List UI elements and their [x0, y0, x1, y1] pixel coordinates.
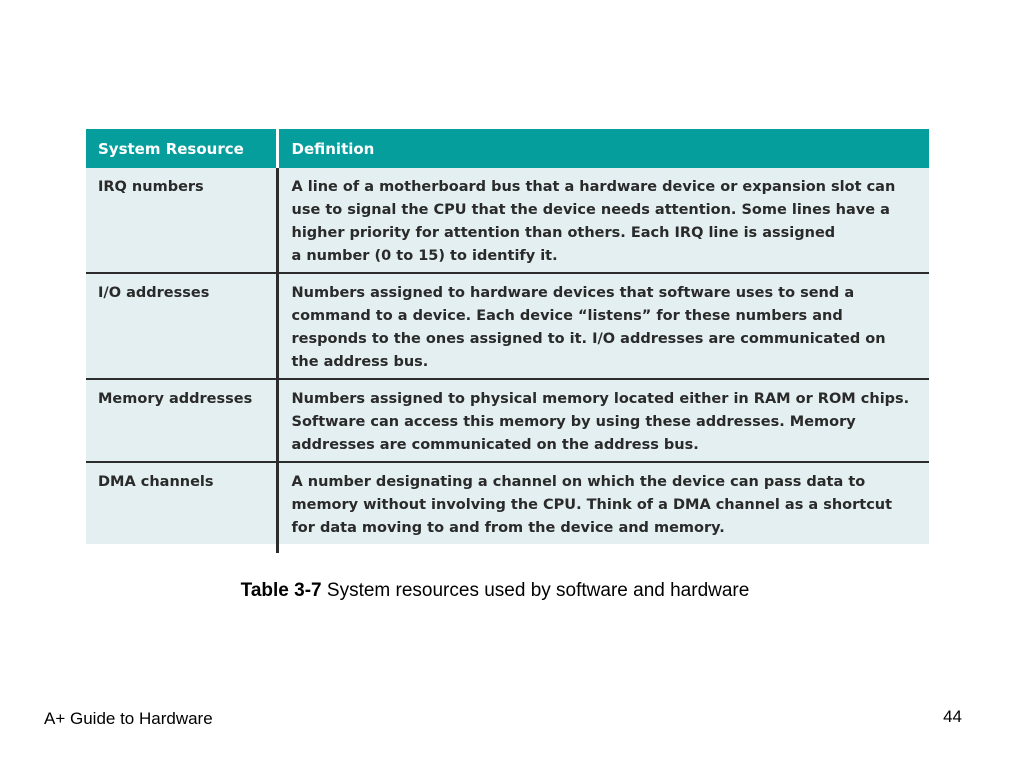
definition-line: a number (0 to 15) to identify it.: [291, 248, 558, 264]
footer-course-title: A+ Guide to Hardware: [44, 709, 213, 728]
definition-line: responds to the ones assigned to it. I/O addresses are communicated on: [291, 331, 886, 347]
definition-line: addresses are communicated on the address bus.: [291, 437, 699, 453]
definition-line: higher priority for attention than others. Each IRQ line is assigned: [291, 225, 836, 241]
definition-cell: [277, 379, 929, 462]
system-resources-table: [86, 129, 929, 553]
table-row: [86, 379, 929, 462]
resource-cell: I/O addresses: [86, 273, 277, 379]
caption-text: System resources used by software and hardware: [321, 580, 750, 601]
definition-line: memory without involving the CPU. Think of a DMA channel as a shortcut: [291, 497, 893, 513]
resource-cell: Memory addresses: [86, 379, 277, 462]
definition-line: command to a device. Each device “listens” for these numbers and: [291, 308, 843, 324]
footer-page-number: 44: [943, 707, 962, 726]
header-system-resource: System Resource: [86, 129, 277, 168]
resource-cell: IRQ numbers: [98, 179, 204, 195]
definition-line: the address bus.: [291, 354, 429, 370]
header-definition: Definition: [277, 129, 929, 168]
table-caption: [0, 580, 990, 602]
definition-line: use to signal the CPU that the device needs attention. Some lines have a: [291, 202, 890, 218]
definition-cell: [277, 273, 929, 379]
table-row: [86, 273, 929, 379]
definition-cell: [277, 168, 929, 273]
definition-line: Software can access this memory by using these addresses. Memory: [291, 414, 856, 430]
definition-cell: [277, 462, 929, 553]
resource-cell: DMA channels: [86, 462, 277, 553]
resources-table-container: [86, 129, 929, 544]
definition-line: A line of a motherboard bus that a hardware device or expansion slot can: [291, 179, 896, 195]
table-header-row: [86, 129, 929, 168]
table-row: [86, 462, 929, 553]
caption-label: Table 3-7: [240, 580, 322, 601]
definition-line: Numbers assigned to hardware devices that software uses to send a: [291, 285, 855, 301]
definition-line: A number designating a channel on which the device can pass data to: [291, 474, 866, 490]
definition-line: Numbers assigned to physical memory located either in RAM or ROM chips.: [291, 391, 910, 407]
definition-line: for data moving to and from the device and memory.: [291, 520, 725, 536]
table-row: [86, 168, 929, 273]
